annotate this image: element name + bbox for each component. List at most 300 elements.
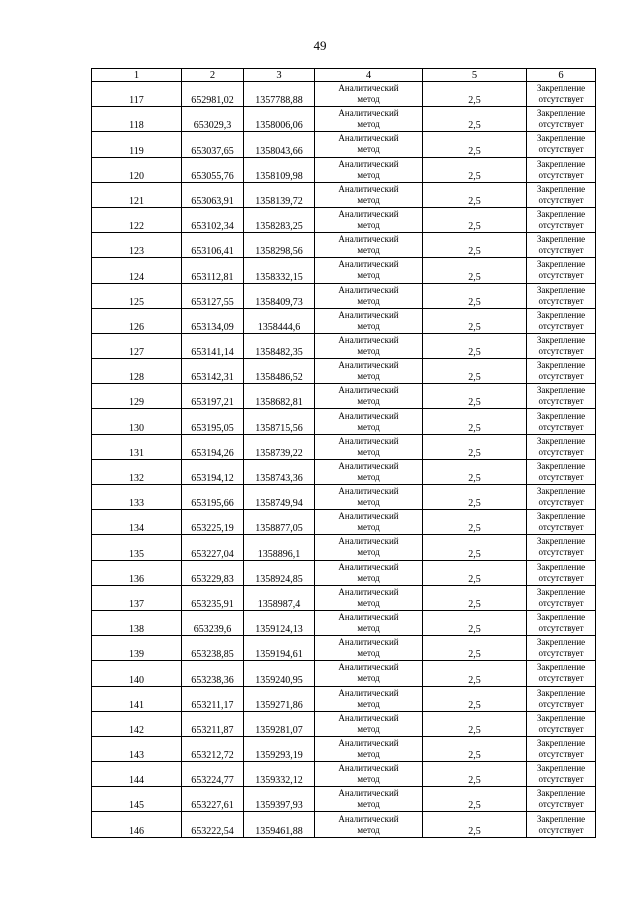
y-coordinate-cell: 1358332,15 [244, 258, 315, 283]
fixing-cell [527, 182, 596, 207]
fixing-line-1: Закрепление [536, 284, 586, 295]
fixing-cell [527, 535, 596, 560]
fixing-line-1: Закрепление [536, 183, 586, 194]
fixing-cell [527, 510, 596, 535]
fixing-line-1: Закрепление [536, 435, 586, 446]
x-coordinate-cell: 653127,55 [182, 283, 244, 308]
method-line-2: метод [357, 623, 380, 634]
x-coordinate-cell: 653235,91 [182, 585, 244, 610]
fixing-line-2: отсутствует [538, 673, 584, 684]
table-row [92, 459, 596, 484]
method-line-2: метод [357, 295, 380, 306]
method-line-2: метод [357, 371, 380, 382]
point-number-cell: 117 [92, 82, 182, 107]
x-coordinate-cell: 653194,12 [182, 459, 244, 484]
method-line-2: метод [357, 673, 380, 684]
y-coordinate-cell: 1359240,95 [244, 661, 315, 686]
fixing-line-2: отсутствует [538, 572, 584, 583]
fixing-line-1: Закрепление [536, 234, 586, 245]
accuracy-cell: 2,5 [423, 233, 527, 258]
point-number-cell: 131 [92, 434, 182, 459]
fixing-cell [527, 107, 596, 132]
y-coordinate-cell: 1359461,88 [244, 812, 315, 837]
accuracy-cell: 2,5 [423, 132, 527, 157]
y-coordinate-cell: 1358486,52 [244, 359, 315, 384]
fixing-line-2: отсутствует [538, 371, 584, 382]
accuracy-cell: 2,5 [423, 535, 527, 560]
method-cell [315, 258, 423, 283]
page-number: 49 [313, 38, 327, 53]
method-line-2: метод [357, 723, 380, 734]
fixing-line-1: Закрепление [536, 158, 586, 169]
accuracy-cell: 2,5 [423, 283, 527, 308]
method-line-2: метод [357, 345, 380, 356]
method-line-2: метод [357, 194, 380, 205]
fixing-line-2: отсутствует [538, 522, 584, 533]
method-line-2: метод [357, 698, 380, 709]
method-line-1: Аналитический [338, 813, 399, 824]
x-coordinate-cell: 653112,81 [182, 258, 244, 283]
fixing-cell [527, 434, 596, 459]
point-number-cell: 139 [92, 636, 182, 661]
table-body [92, 69, 596, 838]
accuracy-cell: 2,5 [423, 359, 527, 384]
fixing-line-1: Закрепление [536, 108, 586, 119]
accuracy-cell: 2,5 [423, 636, 527, 661]
fixing-cell [527, 283, 596, 308]
method-line-1: Аналитический [338, 234, 399, 245]
point-number-cell: 128 [92, 359, 182, 384]
point-number-cell: 142 [92, 711, 182, 736]
x-coordinate-cell: 653195,05 [182, 409, 244, 434]
table-row [92, 308, 596, 333]
method-line-2: метод [357, 824, 380, 835]
point-number-cell: 138 [92, 610, 182, 635]
x-coordinate-cell: 653227,61 [182, 787, 244, 812]
method-line-2: метод [357, 471, 380, 482]
table-row [92, 711, 596, 736]
method-line-1: Аналитический [338, 158, 399, 169]
x-coordinate-cell: 653227,04 [182, 535, 244, 560]
fixing-cell [527, 82, 596, 107]
point-number-cell: 145 [92, 787, 182, 812]
fixing-line-2: отсутствует [538, 345, 584, 356]
accuracy-cell: 2,5 [423, 308, 527, 333]
fixing-cell [527, 409, 596, 434]
table-row [92, 610, 596, 635]
fixing-line-1: Закрепление [536, 486, 586, 497]
x-coordinate-cell: 652981,02 [182, 82, 244, 107]
accuracy-cell: 2,5 [423, 560, 527, 585]
method-line-1: Аналитический [338, 385, 399, 396]
method-cell [315, 787, 423, 812]
x-coordinate-cell: 653238,85 [182, 636, 244, 661]
point-number-cell: 127 [92, 333, 182, 358]
fixing-cell [527, 610, 596, 635]
fixing-cell [527, 661, 596, 686]
y-coordinate-cell: 1359281,07 [244, 711, 315, 736]
table-row [92, 409, 596, 434]
y-coordinate-cell: 1358409,73 [244, 283, 315, 308]
fixing-line-2: отсутствует [538, 245, 584, 256]
method-line-1: Аналитический [338, 334, 399, 345]
fixing-line-1: Закрепление [536, 813, 586, 824]
accuracy-cell: 2,5 [423, 409, 527, 434]
fixing-line-2: отсутствует [538, 169, 584, 180]
x-coordinate-cell: 653029,3 [182, 107, 244, 132]
point-number-cell: 137 [92, 585, 182, 610]
table-row [92, 182, 596, 207]
y-coordinate-cell: 1358987,4 [244, 585, 315, 610]
method-line-2: метод [357, 245, 380, 256]
x-coordinate-cell: 653106,41 [182, 233, 244, 258]
method-line-2: метод [357, 169, 380, 180]
table-row [92, 359, 596, 384]
x-coordinate-cell: 653141,14 [182, 333, 244, 358]
table-row [92, 636, 596, 661]
header-cell: 1 [92, 69, 182, 82]
y-coordinate-cell: 1358006,06 [244, 107, 315, 132]
method-line-1: Аналитический [338, 486, 399, 497]
accuracy-cell: 2,5 [423, 736, 527, 761]
fixing-line-1: Закрепление [536, 259, 586, 270]
method-line-1: Аналитический [338, 763, 399, 774]
fixing-line-1: Закрепление [536, 561, 586, 572]
y-coordinate-cell: 1358739,22 [244, 434, 315, 459]
y-coordinate-cell: 1358109,98 [244, 157, 315, 182]
method-line-2: метод [357, 799, 380, 810]
y-coordinate-cell: 1358877,05 [244, 510, 315, 535]
point-number-cell: 132 [92, 459, 182, 484]
accuracy-cell: 2,5 [423, 333, 527, 358]
y-coordinate-cell: 1359332,12 [244, 762, 315, 787]
fixing-cell [527, 560, 596, 585]
x-coordinate-cell: 653037,65 [182, 132, 244, 157]
fixing-cell [527, 359, 596, 384]
x-coordinate-cell: 653142,31 [182, 359, 244, 384]
y-coordinate-cell: 1359397,93 [244, 787, 315, 812]
method-line-1: Аналитический [338, 511, 399, 522]
table-row [92, 560, 596, 585]
fixing-line-2: отсутствует [538, 220, 584, 231]
fixing-line-2: отсутствует [538, 320, 584, 331]
fixing-cell [527, 308, 596, 333]
fixing-line-2: отсутствует [538, 774, 584, 785]
fixing-line-2: отсутствует [538, 421, 584, 432]
header-cell: 6 [527, 69, 596, 82]
point-number-cell: 120 [92, 157, 182, 182]
method-line-1: Аналитический [338, 133, 399, 144]
method-cell [315, 384, 423, 409]
fixing-line-1: Закрепление [536, 309, 586, 320]
y-coordinate-cell: 1358715,56 [244, 409, 315, 434]
method-line-2: метод [357, 220, 380, 231]
point-number-cell: 135 [92, 535, 182, 560]
method-line-1: Аналитический [338, 83, 399, 94]
x-coordinate-cell: 653194,26 [182, 434, 244, 459]
table-row [92, 812, 596, 837]
method-cell [315, 812, 423, 837]
table-row [92, 787, 596, 812]
fixing-line-2: отсутствует [538, 597, 584, 608]
y-coordinate-cell: 1358682,81 [244, 384, 315, 409]
fixing-line-1: Закрепление [536, 788, 586, 799]
method-cell [315, 610, 423, 635]
fixing-line-1: Закрепление [536, 133, 586, 144]
fixing-cell [527, 762, 596, 787]
fixing-cell [527, 736, 596, 761]
fixing-line-2: отсутствует [538, 295, 584, 306]
method-line-2: метод [357, 446, 380, 457]
method-cell [315, 636, 423, 661]
method-line-2: метод [357, 648, 380, 659]
method-line-1: Аналитический [338, 687, 399, 698]
method-line-1: Аналитический [338, 284, 399, 295]
header-cell: 4 [315, 69, 423, 82]
fixing-line-2: отсутствует [538, 396, 584, 407]
method-cell [315, 434, 423, 459]
fixing-line-1: Закрепление [536, 763, 586, 774]
method-line-1: Аналитический [338, 536, 399, 547]
method-line-2: метод [357, 522, 380, 533]
y-coordinate-cell: 1358139,72 [244, 182, 315, 207]
method-line-2: метод [357, 597, 380, 608]
table-row [92, 157, 596, 182]
x-coordinate-cell: 653212,72 [182, 736, 244, 761]
point-number-cell: 121 [92, 182, 182, 207]
x-coordinate-cell: 653225,19 [182, 510, 244, 535]
point-number-cell: 122 [92, 207, 182, 232]
y-coordinate-cell: 1359293,19 [244, 736, 315, 761]
method-line-1: Аналитический [338, 586, 399, 597]
accuracy-cell: 2,5 [423, 762, 527, 787]
table-header-row [92, 69, 596, 82]
point-number-cell: 144 [92, 762, 182, 787]
fixing-cell [527, 258, 596, 283]
y-coordinate-cell: 1359124,13 [244, 610, 315, 635]
point-number-cell: 136 [92, 560, 182, 585]
method-line-2: метод [357, 421, 380, 432]
method-line-2: метод [357, 94, 380, 105]
method-line-1: Аналитический [338, 435, 399, 446]
table-row [92, 535, 596, 560]
y-coordinate-cell: 1358444,6 [244, 308, 315, 333]
y-coordinate-cell: 1357788,88 [244, 82, 315, 107]
x-coordinate-cell: 653102,34 [182, 207, 244, 232]
fixing-line-2: отсутствует [538, 547, 584, 558]
header-cell: 3 [244, 69, 315, 82]
x-coordinate-cell: 653211,17 [182, 686, 244, 711]
accuracy-cell: 2,5 [423, 661, 527, 686]
accuracy-cell: 2,5 [423, 384, 527, 409]
fixing-line-2: отсутствует [538, 446, 584, 457]
point-number-cell: 143 [92, 736, 182, 761]
accuracy-cell: 2,5 [423, 82, 527, 107]
method-cell [315, 459, 423, 484]
table-row [92, 434, 596, 459]
fixing-line-2: отсутствует [538, 194, 584, 205]
fixing-line-1: Закрепление [536, 385, 586, 396]
method-line-2: метод [357, 144, 380, 155]
method-cell [315, 107, 423, 132]
x-coordinate-cell: 653222,54 [182, 812, 244, 837]
fixing-line-2: отсутствует [538, 623, 584, 634]
fixing-cell [527, 485, 596, 510]
method-cell [315, 132, 423, 157]
x-coordinate-cell: 653195,66 [182, 485, 244, 510]
method-line-1: Аналитический [338, 637, 399, 648]
method-cell [315, 686, 423, 711]
fixing-line-2: отсутствует [538, 119, 584, 130]
point-number-cell: 134 [92, 510, 182, 535]
fixing-line-2: отсутствует [538, 824, 584, 835]
table-row [92, 107, 596, 132]
method-line-2: метод [357, 547, 380, 558]
accuracy-cell: 2,5 [423, 107, 527, 132]
fixing-line-1: Закрепление [536, 410, 586, 421]
accuracy-cell: 2,5 [423, 182, 527, 207]
fixing-line-1: Закрепление [536, 334, 586, 345]
method-line-1: Аналитический [338, 460, 399, 471]
method-line-2: метод [357, 748, 380, 759]
accuracy-cell: 2,5 [423, 585, 527, 610]
method-line-2: метод [357, 774, 380, 785]
method-line-1: Аналитический [338, 360, 399, 371]
point-number-cell: 129 [92, 384, 182, 409]
table-row [92, 510, 596, 535]
method-cell [315, 308, 423, 333]
fixing-cell [527, 333, 596, 358]
fixing-line-1: Закрепление [536, 662, 586, 673]
method-line-1: Аналитический [338, 209, 399, 220]
fixing-line-1: Закрепление [536, 586, 586, 597]
method-cell [315, 333, 423, 358]
fixing-line-1: Закрепление [536, 360, 586, 371]
fixing-cell [527, 459, 596, 484]
accuracy-cell: 2,5 [423, 812, 527, 837]
fixing-cell [527, 207, 596, 232]
fixing-line-2: отсутствует [538, 94, 584, 105]
method-cell [315, 485, 423, 510]
method-cell [315, 585, 423, 610]
coordinates-table [91, 68, 596, 838]
method-cell [315, 207, 423, 232]
method-cell [315, 560, 423, 585]
fixing-cell [527, 636, 596, 661]
fixing-line-1: Закрепление [536, 460, 586, 471]
point-number-cell: 123 [92, 233, 182, 258]
method-line-1: Аналитический [338, 561, 399, 572]
header-cell: 5 [423, 69, 527, 82]
method-cell [315, 409, 423, 434]
table-row [92, 333, 596, 358]
point-number-cell: 130 [92, 409, 182, 434]
method-line-2: метод [357, 320, 380, 331]
method-cell [315, 359, 423, 384]
method-line-1: Аналитический [338, 108, 399, 119]
method-line-1: Аналитический [338, 259, 399, 270]
fixing-line-2: отсутствует [538, 497, 584, 508]
fixing-line-2: отсутствует [538, 698, 584, 709]
point-number-cell: 118 [92, 107, 182, 132]
x-coordinate-cell: 653238,36 [182, 661, 244, 686]
accuracy-cell: 2,5 [423, 510, 527, 535]
method-cell [315, 736, 423, 761]
table-row [92, 661, 596, 686]
fixing-cell [527, 132, 596, 157]
method-line-1: Аналитический [338, 788, 399, 799]
method-cell [315, 283, 423, 308]
method-line-1: Аналитический [338, 612, 399, 623]
table-row [92, 258, 596, 283]
fixing-cell [527, 686, 596, 711]
fixing-line-2: отсутствует [538, 648, 584, 659]
fixing-line-1: Закрепление [536, 536, 586, 547]
method-cell [315, 510, 423, 535]
x-coordinate-cell: 653197,21 [182, 384, 244, 409]
point-number-cell: 141 [92, 686, 182, 711]
point-number-cell: 126 [92, 308, 182, 333]
x-coordinate-cell: 653239,6 [182, 610, 244, 635]
accuracy-cell: 2,5 [423, 686, 527, 711]
method-line-2: метод [357, 396, 380, 407]
point-number-cell: 133 [92, 485, 182, 510]
method-cell [315, 182, 423, 207]
fixing-cell [527, 585, 596, 610]
fixing-line-1: Закрепление [536, 612, 586, 623]
table-row [92, 585, 596, 610]
x-coordinate-cell: 653063,91 [182, 182, 244, 207]
fixing-line-2: отсутствует [538, 144, 584, 155]
fixing-cell [527, 812, 596, 837]
x-coordinate-cell: 653224,77 [182, 762, 244, 787]
header-cell: 2 [182, 69, 244, 82]
table-row [92, 82, 596, 107]
x-coordinate-cell: 653055,76 [182, 157, 244, 182]
method-cell [315, 535, 423, 560]
table-row [92, 686, 596, 711]
method-line-1: Аналитический [338, 183, 399, 194]
y-coordinate-cell: 1358298,56 [244, 233, 315, 258]
table-row [92, 384, 596, 409]
point-number-cell: 125 [92, 283, 182, 308]
method-line-2: метод [357, 497, 380, 508]
accuracy-cell: 2,5 [423, 485, 527, 510]
accuracy-cell: 2,5 [423, 434, 527, 459]
fixing-line-2: отсутствует [538, 723, 584, 734]
table-row [92, 736, 596, 761]
method-line-1: Аналитический [338, 712, 399, 723]
y-coordinate-cell: 1358896,1 [244, 535, 315, 560]
method-cell [315, 661, 423, 686]
table-row [92, 207, 596, 232]
point-number-cell: 119 [92, 132, 182, 157]
fixing-line-2: отсутствует [538, 270, 584, 281]
method-line-1: Аналитический [338, 309, 399, 320]
fixing-cell [527, 711, 596, 736]
method-cell [315, 233, 423, 258]
fixing-line-2: отсутствует [538, 748, 584, 759]
method-line-1: Аналитический [338, 662, 399, 673]
table-row [92, 132, 596, 157]
point-number-cell: 146 [92, 812, 182, 837]
y-coordinate-cell: 1358482,35 [244, 333, 315, 358]
point-number-cell: 124 [92, 258, 182, 283]
method-cell [315, 762, 423, 787]
method-cell [315, 711, 423, 736]
x-coordinate-cell: 653229,83 [182, 560, 244, 585]
fixing-line-1: Закрепление [536, 511, 586, 522]
